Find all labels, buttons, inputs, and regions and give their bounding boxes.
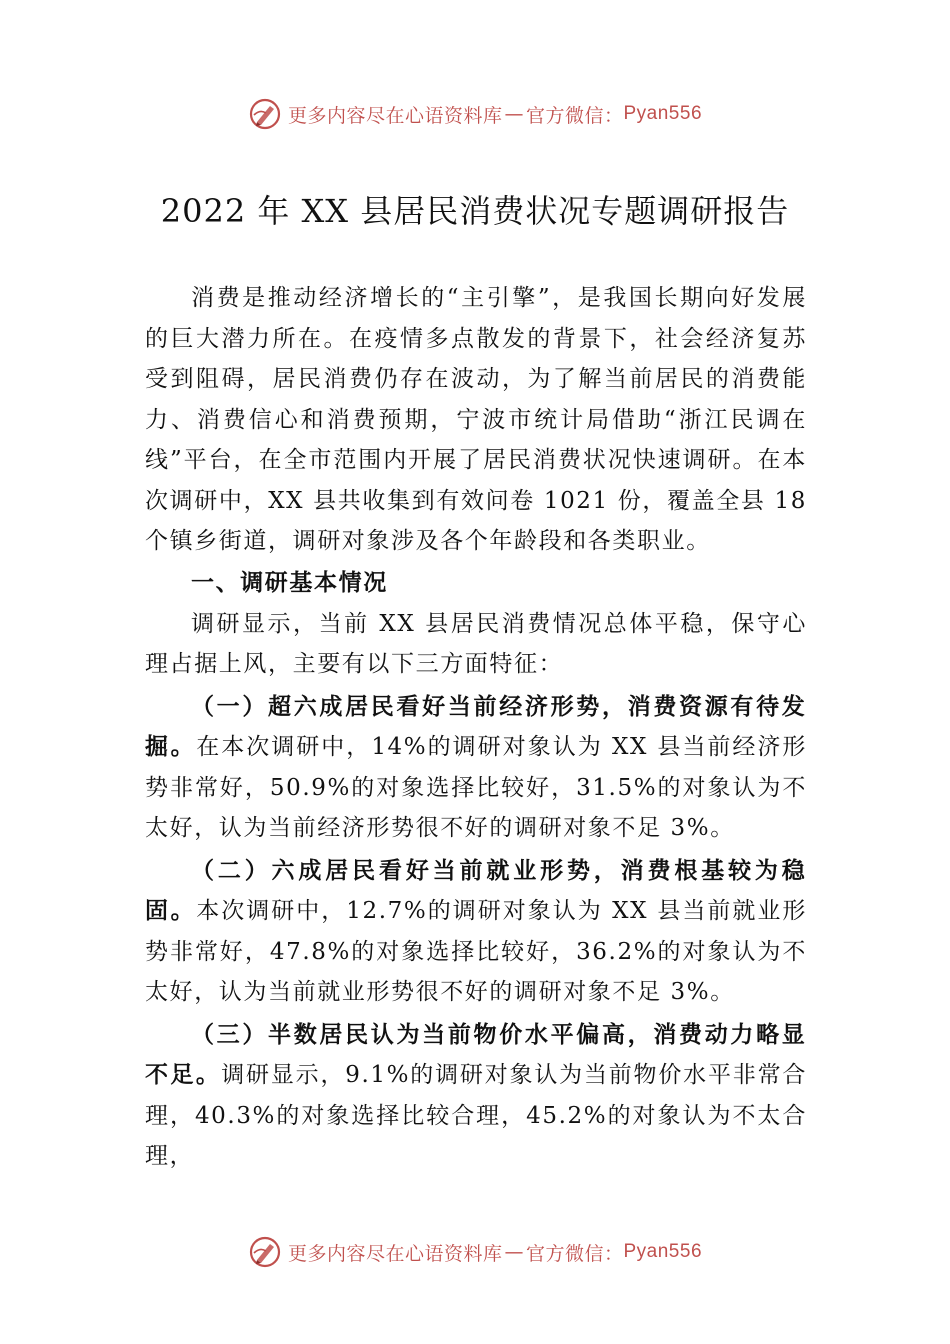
point-paragraph bbox=[145, 687, 807, 849]
intro-paragraph: 消费是推动经济增长的“主引擎”，是我国长期向好发展的巨大潜力所在。在疫情多点散发的背景下，社会经济复苏受到阻碍，居民消费仍存在波动，为了解当前居民的消费能力、消费信心和消费预期，宁波市统计局借助“浙江民调在线”平台，在全市范围内开展了居民消费状况快速调研。在本次调研中，XX 县共收集到有效问卷 1021 份，覆盖全县 18 个镇乡街道，调研对象涉及各个年龄段和各类职业。 bbox=[145, 285, 807, 554]
watermark-wechat-id: Pyan556 bbox=[623, 1241, 703, 1262]
point-body: 在本次调研中，14%的调研对象认为 XX 县当前经济形势非常好，50.9%的对象选择比较好，31.5%的对象认为不太好，认为当前经济形势很不好的调研对象不足 3%。 bbox=[145, 734, 807, 841]
watermark-wechat-label: 官方微信： bbox=[525, 1242, 624, 1265]
point-heading: （二）六成居民看好当前就业形势，消费根基较为稳固。 bbox=[145, 856, 807, 924]
watermark-separator: — bbox=[504, 103, 524, 125]
section-heading: 一、调研基本情况 bbox=[191, 569, 388, 596]
document-body bbox=[145, 278, 807, 1177]
point-heading: （一）超六成居民看好当前经济形势，消费资源有待发掘。 bbox=[145, 692, 807, 760]
watermark-text: 更多内容尽在心语资料库 bbox=[287, 1242, 503, 1265]
section-lead-paragraph: 调研显示，当前 XX 县居民消费情况总体平稳，保守心理占据上风，主要有以下三方面特征： bbox=[145, 610, 807, 677]
watermark-banner-top bbox=[0, 94, 950, 134]
watermark-separator: — bbox=[504, 1241, 524, 1263]
point-body: 本次调研中，12.7%的调研对象认为 XX 县当前就业形势非常好，47.8%的对象选择比较好，36.2%的对象认为不太好，认为当前就业形势很不好的调研对象不足 3%。 bbox=[145, 898, 807, 1005]
document-title: 2022 年 XX 县居民消费状况专题调研报告 bbox=[160, 192, 790, 230]
watermark-wechat-label: 官方微信： bbox=[525, 104, 624, 127]
point-heading: （三）半数居民认为当前物价水平偏高，消费动力略显不足。 bbox=[145, 1020, 807, 1088]
point-paragraph bbox=[145, 851, 807, 1013]
point-paragraph bbox=[145, 1015, 807, 1177]
point-body: 调研显示，9.1%的调研对象认为当前物价水平非常合理，40.3%的对象选择比较合理，45.2%的对象认为不太合理， bbox=[145, 1062, 808, 1169]
watermark-wechat-id: Pyan556 bbox=[623, 103, 703, 124]
pen-logo-icon bbox=[248, 1235, 282, 1269]
pen-logo-icon bbox=[248, 97, 282, 131]
watermark-text: 更多内容尽在心语资料库 bbox=[287, 104, 503, 127]
watermark-banner-bottom bbox=[0, 1232, 950, 1272]
